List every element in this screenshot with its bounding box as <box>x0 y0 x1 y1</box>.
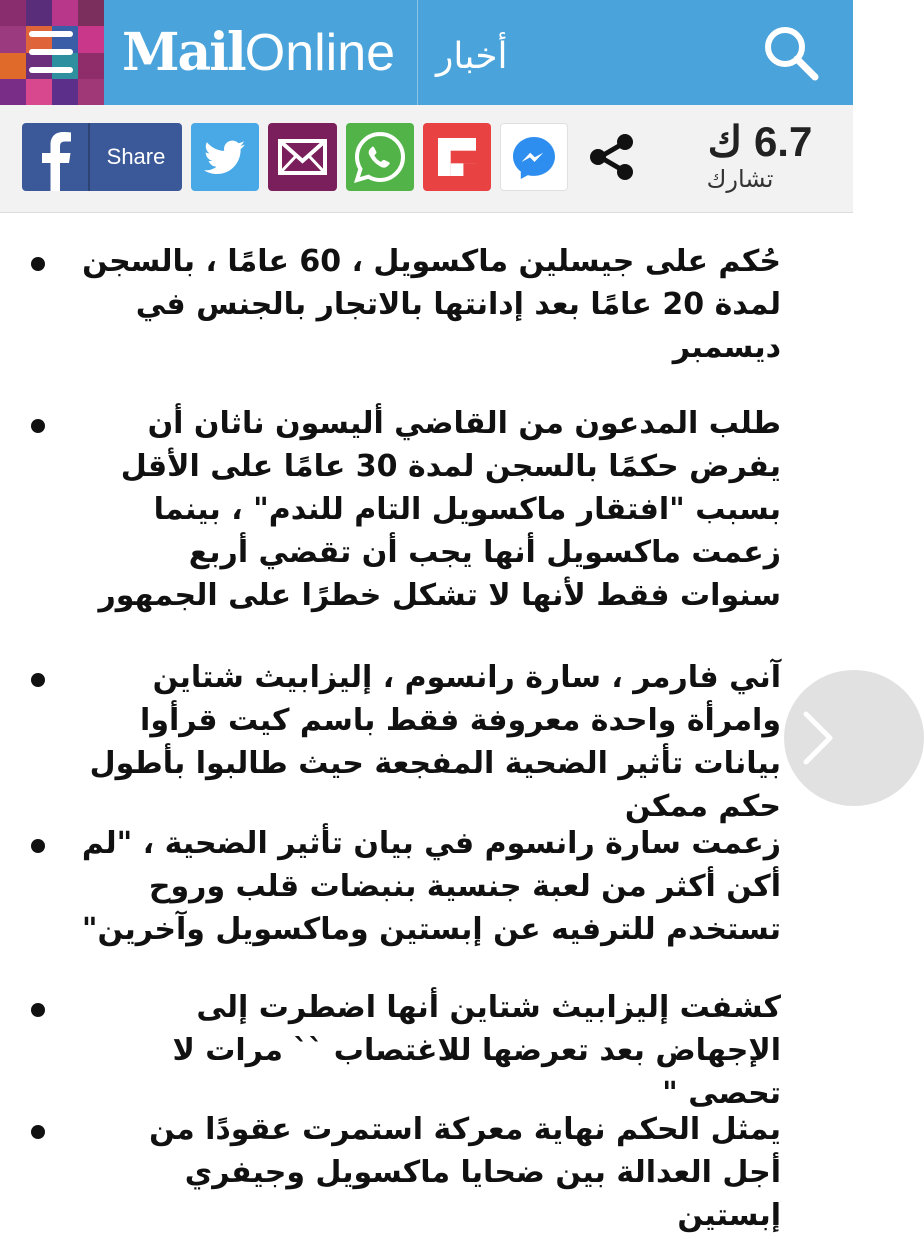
search-icon[interactable] <box>760 22 822 84</box>
section-news-link[interactable]: أخبار <box>436 36 508 77</box>
facebook-icon <box>22 123 88 191</box>
article-summary-bullets <box>0 212 853 1233</box>
bullet-item: يمثل الحكم نهاية معركة استمرت عقودًا من أجل العدالة بين ضحايا ماكسويل وجيفري إبستين <box>149 1112 781 1233</box>
share-count: 6.7 ك <box>707 118 813 165</box>
chevron-right-icon <box>798 708 838 768</box>
mailonline-logo[interactable] <box>122 18 395 88</box>
messenger-icon <box>501 124 567 190</box>
bullet-dot <box>31 673 45 687</box>
bullet-dot <box>31 839 45 853</box>
facebook-share-button[interactable] <box>22 123 182 191</box>
next-article-button[interactable] <box>784 670 924 806</box>
facebook-share-label: Share <box>106 144 166 169</box>
bullet-item: آني فارمر ، سارة رانسوم ، إليزابيث شتاين وامرأة واحدة معروفة فقط باسم كيت قرأوا بيانات تأثير الضحية المفجعة حيث طالبوا بأطول حكم ممكن <box>89 660 781 824</box>
twitter-icon <box>191 123 259 191</box>
email-share-button[interactable] <box>268 123 337 191</box>
twitter-share-button[interactable] <box>191 123 259 191</box>
bullet-item: طلب المدعون من القاضي أليسون ناثان أن يفرض حكمًا بالسجن لمدة 30 عامًا على الأقل بسبب "افتقار ماكسويل التام للندم" ، بينما زعمت ماكسويل أنها يجب أن تقضي أربع سنوات فقط لأنها لا تشكل خطرًا على الجمهور <box>98 406 781 613</box>
bullet-dot <box>31 1003 45 1017</box>
logo-online: Online <box>244 24 396 82</box>
bullet-item: حُكم على جيسلين ماكسويل ، 60 عامًا ، بالسجن لمدة 20 عامًا بعد إدانتها بالاتجار بالجنس في ديسمبر <box>82 244 781 365</box>
logo-mail: Mail <box>122 22 245 83</box>
bullet-dot <box>31 419 45 433</box>
bullet-item: كشفت إليزابيث شتاين أنها اضطرت إلى الإجهاض بعد تعرضها للاغتصاب `` مرات لا تحصى " <box>172 990 781 1111</box>
flipboard-icon <box>423 123 491 191</box>
messenger-share-button[interactable] <box>500 123 568 191</box>
site-header <box>0 0 853 105</box>
email-icon <box>268 123 337 191</box>
bullet-item: زعمت سارة رانسوم في بيان تأثير الضحية ، "لم أكن أكثر من لعبة جنسية بنبضات قلب وروح تستخدم للترفيه عن إبستين وماكسويل وآخرين" <box>81 826 781 947</box>
flipboard-share-button[interactable] <box>423 123 491 191</box>
whatsapp-icon <box>346 123 414 191</box>
share-count-label: تشارك <box>706 165 774 193</box>
share-more-button[interactable] <box>578 123 646 191</box>
whatsapp-share-button[interactable] <box>346 123 414 191</box>
bullet-dot <box>31 257 45 271</box>
bullet-dot <box>31 1125 45 1139</box>
share-icon <box>578 123 646 191</box>
header-divider <box>417 0 418 105</box>
hamburger-menu-icon[interactable] <box>27 27 77 77</box>
